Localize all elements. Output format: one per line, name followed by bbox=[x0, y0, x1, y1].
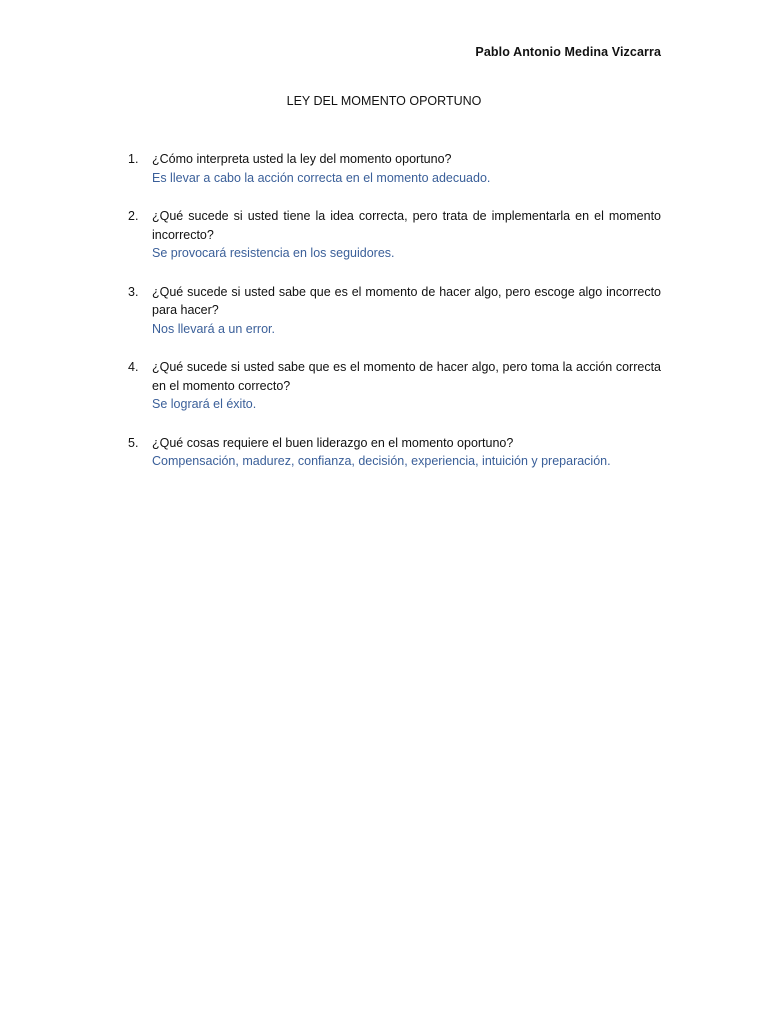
list-item bbox=[128, 150, 661, 187]
list-item bbox=[128, 358, 661, 414]
answer-text: Compensación, madurez, confianza, decisión, experiencia, intuición y preparación. bbox=[152, 454, 611, 468]
answer-text: Nos llevará a un error. bbox=[152, 321, 275, 336]
list-item bbox=[128, 434, 661, 471]
question-list bbox=[128, 150, 661, 491]
answer-text: Se provocará resistencia en los seguidores. bbox=[152, 246, 395, 260]
question-text: ¿Qué cosas requiere el buen liderazgo en el momento oportuno? bbox=[152, 435, 514, 450]
item-number: 4. bbox=[128, 360, 139, 374]
question-text: ¿Qué sucede si usted tiene la idea correcta, pero trata de implementarla en el momento incorrecto? bbox=[152, 209, 661, 242]
author-name: Pablo Antonio Medina Vizcarra bbox=[475, 45, 661, 59]
list-item bbox=[128, 207, 661, 263]
answer-text: Es llevar a cabo la acción correcta en el momento adecuado. bbox=[152, 170, 491, 185]
item-number: 1. bbox=[128, 152, 139, 166]
list-item bbox=[128, 283, 661, 339]
question-text: ¿Qué sucede si usted sabe que es el momento de hacer algo, pero toma la acción correcta en el momento correcto? bbox=[152, 360, 661, 393]
question-text: ¿Qué sucede si usted sabe que es el momento de hacer algo, pero escoge algo incorrecto para hacer? bbox=[152, 284, 661, 317]
question-text: ¿Cómo interpreta usted la ley del momento oportuno? bbox=[152, 152, 452, 166]
item-number: 2. bbox=[128, 209, 139, 223]
item-number: 5. bbox=[128, 435, 139, 450]
document-title: LEY DEL MOMENTO OPORTUNO bbox=[286, 94, 482, 108]
item-number: 3. bbox=[128, 284, 139, 299]
answer-text: Se logrará el éxito. bbox=[152, 397, 257, 411]
